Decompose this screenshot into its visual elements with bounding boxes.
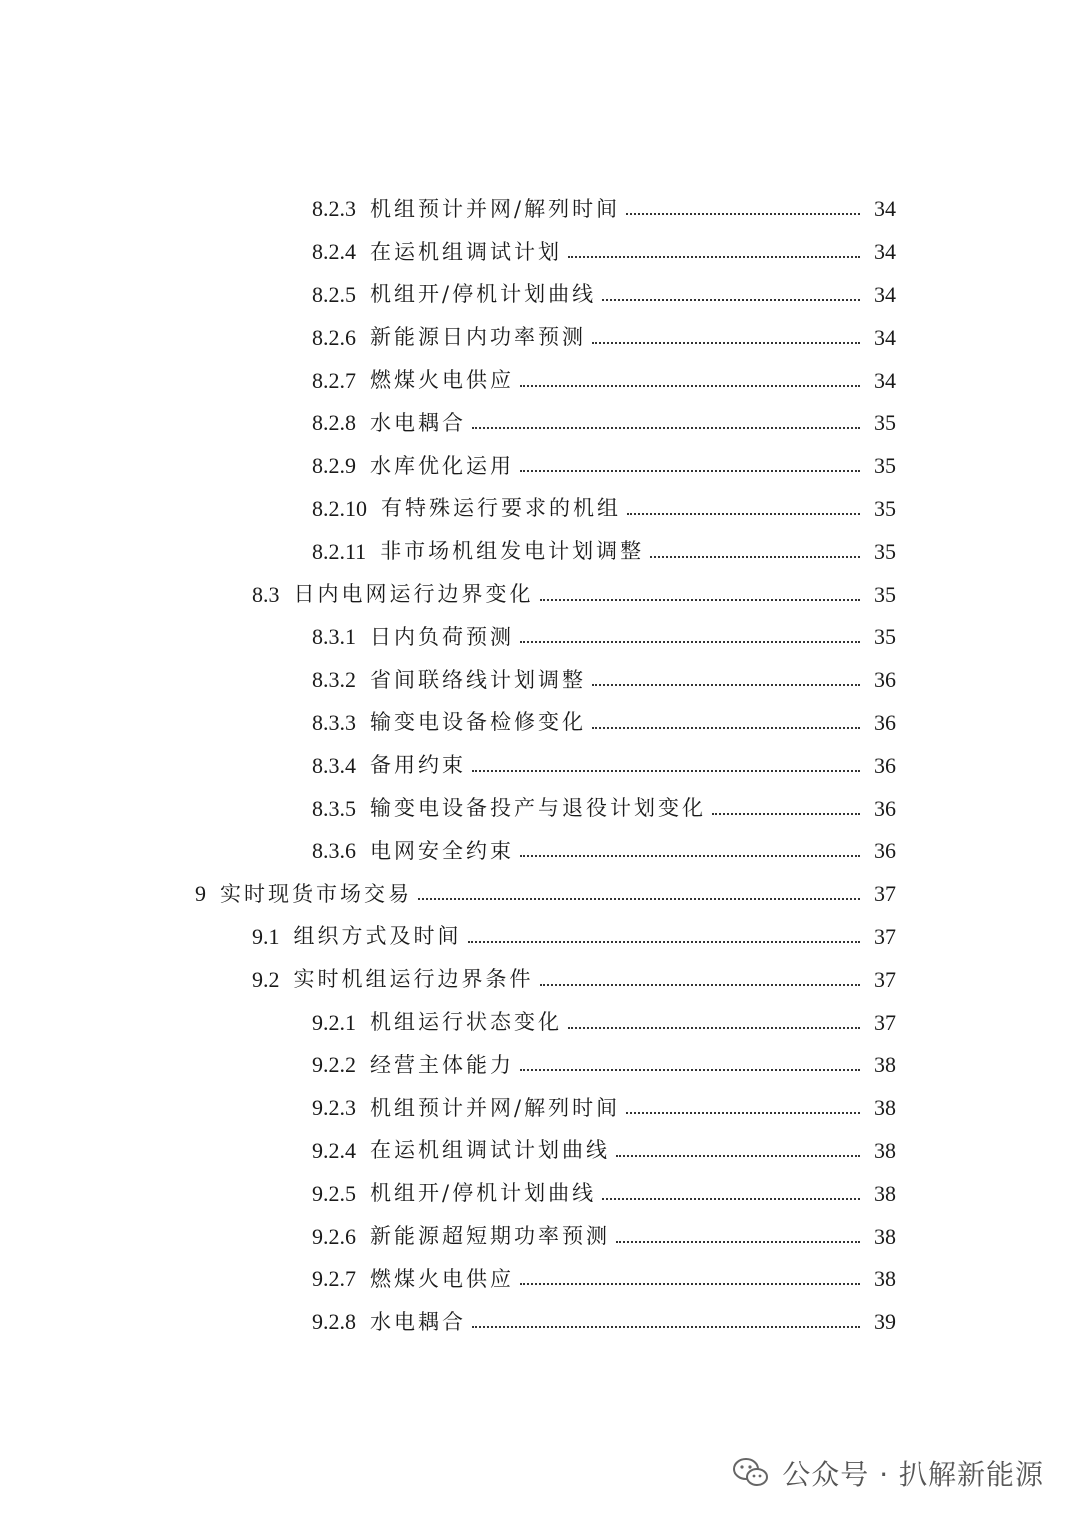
toc-entry-number: 8.3.2 xyxy=(312,667,356,693)
toc-dot-leader xyxy=(520,385,860,387)
toc-entry-page: 34 xyxy=(874,239,896,265)
toc-entry-title: 经营主体能力 xyxy=(370,1052,514,1077)
toc-entry-title: 燃煤火电供应 xyxy=(370,1266,514,1291)
toc-dot-leader xyxy=(592,342,860,344)
toc-entry-title: 在运机组调试计划 xyxy=(370,239,562,264)
toc-entry-number: 8.2.10 xyxy=(312,495,367,521)
toc-dot-leader xyxy=(540,984,861,986)
toc-entry[interactable] xyxy=(0,1044,1080,1087)
toc-entry-number: 9.2.4 xyxy=(312,1137,356,1163)
toc-entry-number: 9.2.2 xyxy=(312,1052,356,1078)
toc-entry-number: 9.2.8 xyxy=(312,1309,356,1335)
toc-entry[interactable] xyxy=(0,1301,1080,1344)
toc-entry-number: 9.2.6 xyxy=(312,1223,356,1249)
toc-entry-title: 输变电设备检修变化 xyxy=(370,710,586,735)
toc-entry-page: 36 xyxy=(874,709,896,735)
toc-entry-number: 8.3.4 xyxy=(312,752,356,778)
toc-dot-leader xyxy=(602,1198,860,1200)
toc-entry-page: 34 xyxy=(874,196,896,222)
toc-entry-title: 水库优化运用 xyxy=(370,453,514,478)
toc-entry[interactable] xyxy=(0,1001,1080,1044)
toc-dot-leader xyxy=(472,1326,860,1328)
toc-entry-page: 35 xyxy=(874,581,896,607)
toc-entry-page: 37 xyxy=(874,966,896,992)
toc-dot-leader xyxy=(418,898,860,900)
toc-dot-leader xyxy=(650,556,860,558)
toc-entry-number: 9 xyxy=(195,881,206,907)
toc-entry-title: 非市场机组发电计划调整 xyxy=(380,539,645,564)
toc-entry-page: 36 xyxy=(874,667,896,693)
toc-entry[interactable] xyxy=(0,488,1080,531)
toc-entry[interactable] xyxy=(0,573,1080,616)
toc-entry-number: 8.3.1 xyxy=(312,624,356,650)
toc-entry[interactable] xyxy=(0,445,1080,488)
toc-entry-page: 38 xyxy=(874,1095,896,1121)
toc-entry-number: 8.3 xyxy=(252,581,280,607)
toc-entry-number: 8.3.5 xyxy=(312,795,356,821)
toc-entry[interactable] xyxy=(0,316,1080,359)
toc-entry-title: 水电耦合 xyxy=(370,1309,466,1334)
toc-entry[interactable] xyxy=(0,787,1080,830)
toc-entry[interactable] xyxy=(0,1087,1080,1130)
toc-dot-leader xyxy=(616,1155,860,1157)
toc-entry-page: 38 xyxy=(874,1137,896,1163)
toc-entry-page: 34 xyxy=(874,367,896,393)
toc-dot-leader xyxy=(568,1027,860,1029)
toc-entry-number: 8.2.9 xyxy=(312,453,356,479)
toc-dot-leader xyxy=(540,599,861,601)
toc-entry-title: 电网安全约束 xyxy=(370,838,514,863)
watermark-text: 公众号 · 扒解新能源 xyxy=(782,1458,1044,1491)
toc-entry-page: 35 xyxy=(874,453,896,479)
toc-entry-page: 35 xyxy=(874,538,896,564)
toc-entry-number: 8.2.3 xyxy=(312,196,356,222)
toc-entry-number: 9.2.3 xyxy=(312,1095,356,1121)
toc-entry-title: 燃煤火电供应 xyxy=(370,368,514,393)
toc-entry-number: 8.3.6 xyxy=(312,838,356,864)
toc-entry-number: 9.2.1 xyxy=(312,1009,356,1035)
toc-entry[interactable] xyxy=(0,1258,1080,1301)
toc-dot-leader xyxy=(626,1112,860,1114)
toc-dot-leader xyxy=(520,1069,860,1071)
toc-entry-number: 8.3.3 xyxy=(312,709,356,735)
toc-dot-leader xyxy=(520,641,860,643)
toc-dot-leader xyxy=(627,513,860,515)
toc-entry-title: 实时机组运行边界条件 xyxy=(293,967,534,992)
toc-entry-page: 36 xyxy=(874,795,896,821)
toc-entry-page: 37 xyxy=(874,923,896,949)
toc-entry[interactable] xyxy=(0,616,1080,659)
toc-dot-leader xyxy=(472,770,860,772)
toc-entry-title: 机组开/停机计划曲线 xyxy=(370,282,597,307)
toc-entry-title: 备用约束 xyxy=(370,753,466,778)
toc-dot-leader xyxy=(602,299,860,301)
toc-entry-page: 38 xyxy=(874,1223,896,1249)
toc-dot-leader xyxy=(520,470,860,472)
toc-entry-number: 8.2.11 xyxy=(312,538,367,564)
toc-entry-page: 35 xyxy=(874,495,896,521)
toc-entry-page: 35 xyxy=(874,624,896,650)
toc-entry-title: 日内负荷预测 xyxy=(370,624,514,649)
toc-entry-page: 38 xyxy=(874,1052,896,1078)
watermark xyxy=(732,1453,1044,1493)
toc-entry[interactable] xyxy=(0,702,1080,745)
toc-entry-title: 实时现货市场交易 xyxy=(220,881,412,906)
toc-entry[interactable] xyxy=(0,1172,1080,1215)
toc-entry-page: 35 xyxy=(874,410,896,436)
toc-entry-number: 8.2.6 xyxy=(312,324,356,350)
toc-entry-title: 省间联络线计划调整 xyxy=(370,667,586,692)
toc-entry-title: 组织方式及时间 xyxy=(293,924,462,949)
toc-dot-leader xyxy=(520,1283,860,1285)
toc-entry[interactable] xyxy=(0,359,1080,402)
toc-entry[interactable] xyxy=(0,873,1080,916)
wechat-icon xyxy=(732,1457,770,1489)
toc-dot-leader xyxy=(626,213,860,215)
toc-entry-title: 有特殊运行要求的机组 xyxy=(381,496,621,521)
toc-entry-number: 9.2.7 xyxy=(312,1266,356,1292)
toc-entry-number: 8.2.5 xyxy=(312,281,356,307)
toc-entry-page: 36 xyxy=(874,752,896,778)
toc-entry[interactable] xyxy=(0,744,1080,787)
toc-entry-title: 在运机组调试计划曲线 xyxy=(370,1138,610,1163)
toc-entry[interactable] xyxy=(0,1130,1080,1173)
toc-entry[interactable] xyxy=(0,231,1080,274)
toc-dot-leader xyxy=(468,941,861,943)
toc-dot-leader xyxy=(520,855,860,857)
toc-entry-title: 新能源日内功率预测 xyxy=(370,325,586,350)
toc-entry[interactable] xyxy=(0,274,1080,317)
toc-entry[interactable] xyxy=(0,830,1080,873)
toc-entry-number: 8.2.4 xyxy=(312,239,356,265)
toc-entry-page: 34 xyxy=(874,324,896,350)
toc-entry-page: 36 xyxy=(874,838,896,864)
toc-entry[interactable] xyxy=(0,530,1080,573)
toc-entry[interactable] xyxy=(0,916,1080,959)
toc-dot-leader xyxy=(616,1241,860,1243)
toc-entry-title: 新能源超短期功率预测 xyxy=(370,1224,610,1249)
toc-entry[interactable] xyxy=(0,1215,1080,1258)
toc-entry[interactable] xyxy=(0,188,1080,231)
toc-entry-page: 39 xyxy=(874,1309,896,1335)
toc-entry-page: 38 xyxy=(874,1180,896,1206)
toc-dot-leader xyxy=(592,684,860,686)
toc-entry-page: 37 xyxy=(874,1009,896,1035)
toc-dot-leader xyxy=(472,427,860,429)
toc-entry-number: 8.2.8 xyxy=(312,410,356,436)
toc-entry-number: 9.1 xyxy=(252,923,280,949)
toc-dot-leader xyxy=(592,727,860,729)
toc-entry[interactable] xyxy=(0,402,1080,445)
toc-entry-title: 机组开/停机计划曲线 xyxy=(370,1181,597,1206)
toc-entry-number: 8.2.7 xyxy=(312,367,356,393)
toc-entry-title: 机组运行状态变化 xyxy=(370,1010,562,1035)
table-of-contents xyxy=(0,188,1080,1344)
toc-entry-title: 机组预计并网/解列时间 xyxy=(370,1095,621,1120)
toc-entry-page: 38 xyxy=(874,1266,896,1292)
toc-entry-page: 37 xyxy=(874,881,896,907)
toc-entry-title: 水电耦合 xyxy=(370,410,466,435)
toc-entry-title: 输变电设备投产与退役计划变化 xyxy=(370,796,706,821)
toc-entry-page: 34 xyxy=(874,281,896,307)
toc-entry-number: 9.2.5 xyxy=(312,1180,356,1206)
toc-entry[interactable] xyxy=(0,659,1080,702)
toc-entry-number: 9.2 xyxy=(252,966,280,992)
toc-dot-leader xyxy=(712,813,860,815)
toc-entry[interactable] xyxy=(0,958,1080,1001)
toc-entry-title: 日内电网运行边界变化 xyxy=(293,582,534,607)
toc-entry-title: 机组预计并网/解列时间 xyxy=(370,196,621,221)
toc-dot-leader xyxy=(568,256,860,258)
